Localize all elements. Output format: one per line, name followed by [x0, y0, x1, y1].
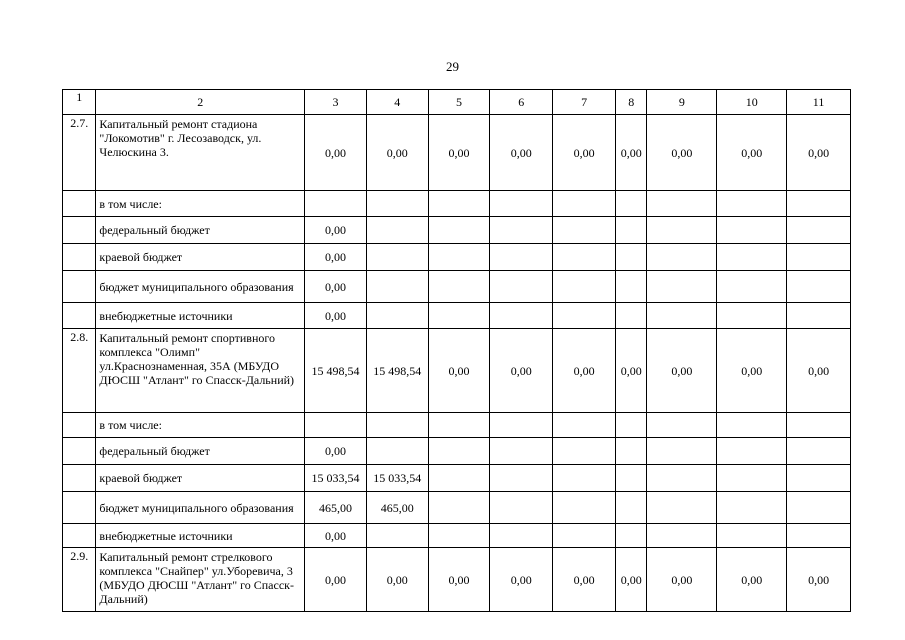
value-cell	[616, 191, 647, 217]
value-cell	[647, 217, 717, 244]
value-cell	[490, 244, 553, 271]
column-header: 1	[63, 90, 96, 115]
row-index	[63, 303, 96, 329]
column-header: 6	[490, 90, 553, 115]
table-row	[63, 465, 851, 492]
row-index	[63, 524, 96, 548]
value-cell	[553, 524, 616, 548]
value-cell	[717, 524, 787, 548]
value-cell	[717, 244, 787, 271]
column-header: 10	[717, 90, 787, 115]
value-cell	[787, 438, 851, 465]
value-cell: 0,00	[428, 548, 490, 612]
value-cell: 0,00	[553, 548, 616, 612]
value-cell	[553, 303, 616, 329]
value-cell	[647, 303, 717, 329]
row-description: бюджет муниципального образования	[96, 271, 305, 303]
value-cell: 0,00	[428, 115, 490, 191]
value-cell: 0,00	[787, 329, 851, 413]
row-index	[63, 271, 96, 303]
row-description: бюджет муниципального образования	[96, 492, 305, 524]
value-cell	[553, 465, 616, 492]
value-cell: 0,00	[647, 329, 717, 413]
value-cell: 15 498,54	[305, 329, 367, 413]
value-cell	[490, 492, 553, 524]
table-row	[63, 413, 851, 438]
value-cell	[616, 438, 647, 465]
table-row	[63, 191, 851, 217]
value-cell	[717, 271, 787, 303]
value-cell	[647, 413, 717, 438]
value-cell: 0,00	[366, 548, 428, 612]
value-cell: 0,00	[553, 115, 616, 191]
row-index: 2.7.	[63, 115, 96, 191]
value-cell	[647, 492, 717, 524]
value-cell	[490, 271, 553, 303]
value-cell: 0,00	[366, 115, 428, 191]
table-row	[63, 329, 851, 413]
row-index	[63, 217, 96, 244]
value-cell: 15 033,54	[305, 465, 367, 492]
table-row	[63, 548, 851, 612]
value-cell	[787, 271, 851, 303]
value-cell	[616, 465, 647, 492]
value-cell	[428, 303, 490, 329]
value-cell	[428, 438, 490, 465]
table-row	[63, 115, 851, 191]
value-cell	[366, 217, 428, 244]
value-cell	[787, 524, 851, 548]
value-cell	[553, 244, 616, 271]
value-cell	[787, 303, 851, 329]
value-cell: 465,00	[366, 492, 428, 524]
value-cell: 0,00	[305, 271, 367, 303]
value-cell: 0,00	[717, 548, 787, 612]
value-cell	[717, 217, 787, 244]
value-cell: 0,00	[305, 438, 367, 465]
row-description: федеральный бюджет	[96, 438, 305, 465]
value-cell	[647, 244, 717, 271]
column-header: 2	[96, 90, 305, 115]
value-cell	[305, 191, 367, 217]
value-cell	[787, 465, 851, 492]
table-row	[63, 492, 851, 524]
value-cell	[428, 217, 490, 244]
value-cell: 15 033,54	[366, 465, 428, 492]
value-cell: 0,00	[305, 524, 367, 548]
row-index: 2.8.	[63, 329, 96, 413]
value-cell	[647, 271, 717, 303]
value-cell	[428, 413, 490, 438]
value-cell	[647, 438, 717, 465]
value-cell: 0,00	[305, 244, 367, 271]
value-cell: 0,00	[490, 329, 553, 413]
value-cell: 0,00	[647, 548, 717, 612]
value-cell	[490, 524, 553, 548]
value-cell: 15 498,54	[366, 329, 428, 413]
value-cell	[428, 492, 490, 524]
value-cell	[717, 413, 787, 438]
value-cell	[490, 217, 553, 244]
row-index	[63, 438, 96, 465]
value-cell: 465,00	[305, 492, 367, 524]
row-description: федеральный бюджет	[96, 217, 305, 244]
column-header: 11	[787, 90, 851, 115]
value-cell: 0,00	[616, 329, 647, 413]
value-cell: 0,00	[305, 115, 367, 191]
row-description: в том числе:	[96, 413, 305, 438]
budget-table	[62, 89, 851, 612]
row-description: Капитальный ремонт стадиона "Локомотив" г. Лесозаводск, ул. Челюскина 3.	[96, 115, 305, 191]
row-description: краевой бюджет	[96, 244, 305, 271]
row-index	[63, 465, 96, 492]
value-cell: 0,00	[717, 115, 787, 191]
row-description: краевой бюджет	[96, 465, 305, 492]
value-cell	[366, 271, 428, 303]
row-description: в том числе:	[96, 191, 305, 217]
value-cell	[490, 438, 553, 465]
row-index	[63, 244, 96, 271]
value-cell	[366, 191, 428, 217]
page-number: 29	[446, 59, 459, 74]
value-cell	[616, 244, 647, 271]
row-index	[63, 191, 96, 217]
value-cell	[787, 413, 851, 438]
row-index	[63, 413, 96, 438]
value-cell	[490, 465, 553, 492]
value-cell	[647, 191, 717, 217]
value-cell: 0,00	[490, 548, 553, 612]
table-row	[63, 271, 851, 303]
column-header: 9	[647, 90, 717, 115]
value-cell	[616, 271, 647, 303]
value-cell	[366, 438, 428, 465]
value-cell	[717, 438, 787, 465]
column-header: 4	[366, 90, 428, 115]
value-cell: 0,00	[305, 548, 367, 612]
value-cell	[366, 524, 428, 548]
value-cell	[553, 217, 616, 244]
value-cell	[787, 244, 851, 271]
value-cell	[490, 191, 553, 217]
value-cell	[787, 217, 851, 244]
value-cell: 0,00	[616, 548, 647, 612]
value-cell	[717, 303, 787, 329]
row-description: внебюджетные источники	[96, 524, 305, 548]
row-description: Капитальный ремонт спортивного комплекса "Олимп" ул.Краснознаменная, 35А (МБУДО ДЮСШ "Атлант" го Спасск-Дальний)	[96, 329, 305, 413]
column-header: 5	[428, 90, 490, 115]
table-row	[63, 524, 851, 548]
value-cell	[428, 465, 490, 492]
table-row	[63, 438, 851, 465]
row-description: Капитальный ремонт стрелкового комплекса "Снайпер" ул.Уборевича, 3 (МБУДО ДЮСШ "Атлант" го Спасск-Дальний)	[96, 548, 305, 612]
value-cell: 0,00	[305, 217, 367, 244]
value-cell	[717, 492, 787, 524]
value-cell: 0,00	[647, 115, 717, 191]
value-cell	[366, 303, 428, 329]
value-cell	[428, 191, 490, 217]
value-cell: 0,00	[490, 115, 553, 191]
value-cell: 0,00	[717, 329, 787, 413]
value-cell	[647, 465, 717, 492]
value-cell	[787, 492, 851, 524]
value-cell	[647, 524, 717, 548]
value-cell	[553, 492, 616, 524]
value-cell	[616, 524, 647, 548]
column-header: 8	[616, 90, 647, 115]
table-row	[63, 244, 851, 271]
value-cell	[428, 524, 490, 548]
row-index: 2.9.	[63, 548, 96, 612]
value-cell: 0,00	[305, 303, 367, 329]
value-cell	[490, 303, 553, 329]
value-cell	[787, 191, 851, 217]
value-cell	[616, 303, 647, 329]
value-cell: 0,00	[428, 329, 490, 413]
value-cell: 0,00	[787, 115, 851, 191]
column-header: 3	[305, 90, 367, 115]
value-cell	[553, 191, 616, 217]
value-cell	[553, 271, 616, 303]
value-cell	[717, 465, 787, 492]
column-header: 7	[553, 90, 616, 115]
header-row	[63, 90, 851, 115]
row-description: внебюджетные источники	[96, 303, 305, 329]
value-cell	[490, 413, 553, 438]
value-cell	[616, 492, 647, 524]
value-cell	[366, 244, 428, 271]
table-row	[63, 217, 851, 244]
value-cell	[366, 413, 428, 438]
value-cell	[428, 244, 490, 271]
table-row	[63, 303, 851, 329]
value-cell	[553, 438, 616, 465]
value-cell: 0,00	[787, 548, 851, 612]
value-cell	[717, 191, 787, 217]
value-cell	[428, 271, 490, 303]
value-cell: 0,00	[616, 115, 647, 191]
value-cell: 0,00	[553, 329, 616, 413]
row-index	[63, 492, 96, 524]
value-cell	[616, 413, 647, 438]
value-cell	[305, 413, 367, 438]
value-cell	[616, 217, 647, 244]
value-cell	[553, 413, 616, 438]
